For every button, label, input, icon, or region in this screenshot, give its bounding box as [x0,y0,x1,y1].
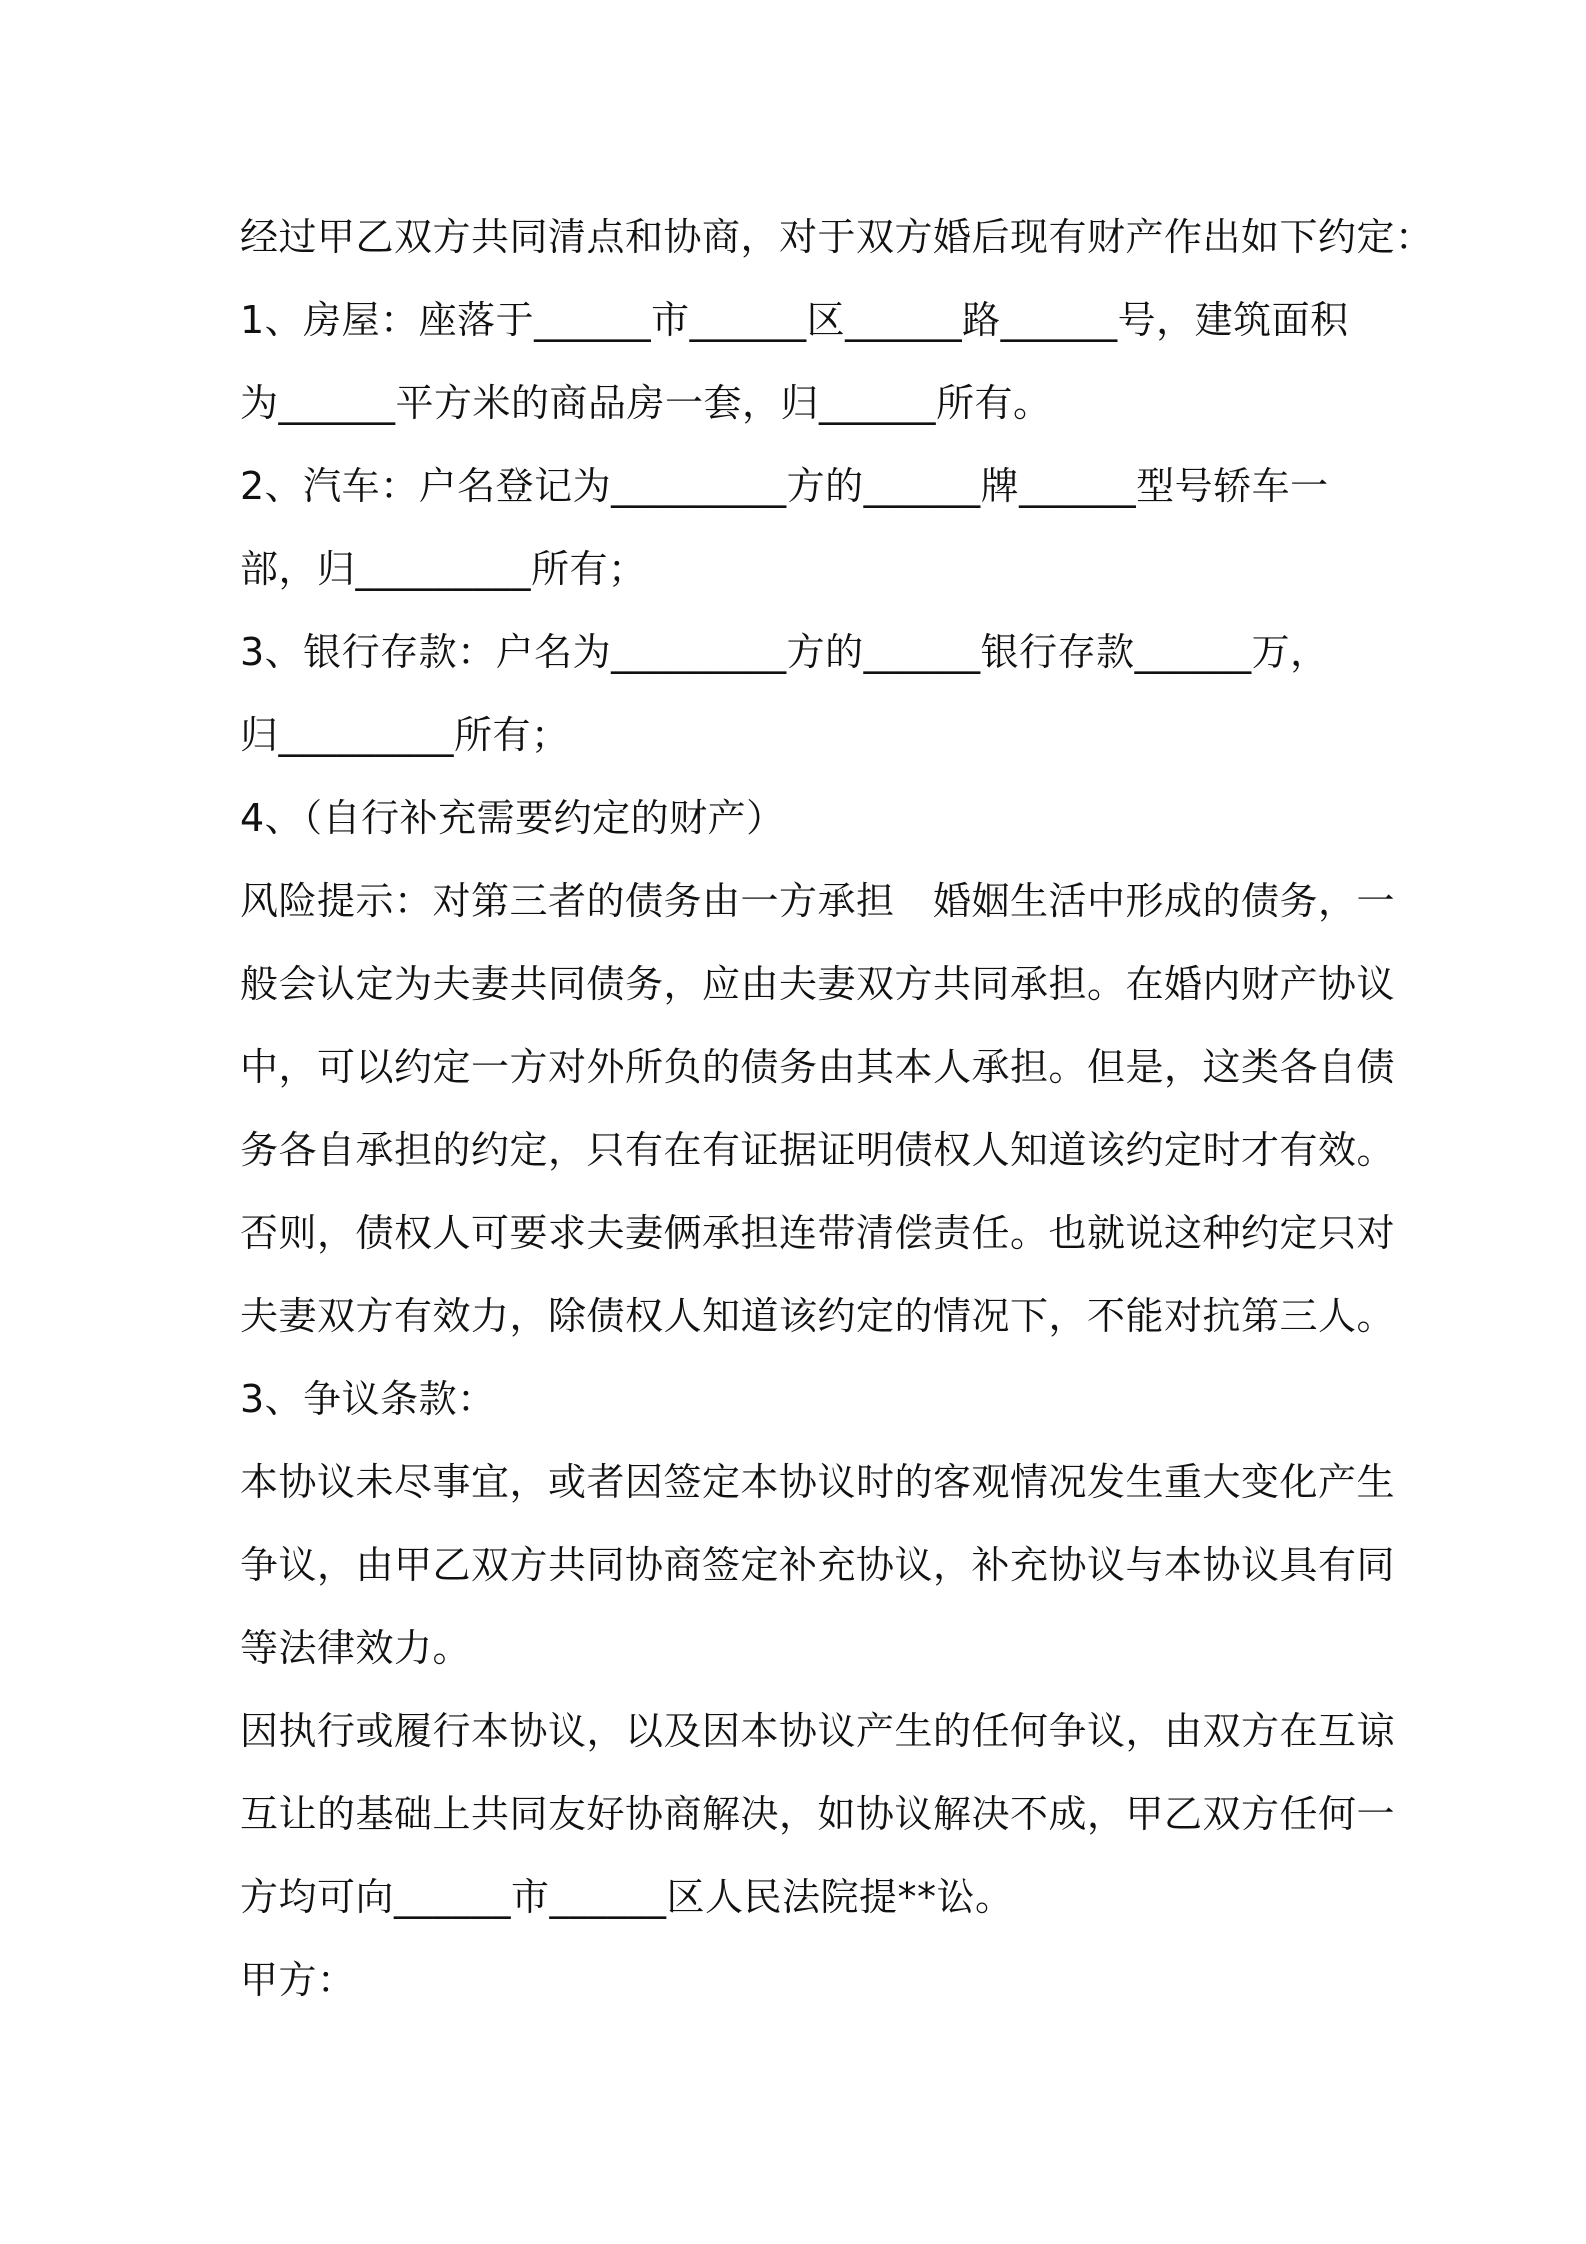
text-line-risk-4: 务各自承担的约定，只有在有证据证明债权人知道该约定时才有效。 [240,1128,1396,1172]
text-line-risk-3: 中，可以约定一方对外所负的债务由其本人承担。但是，这类各自债 [240,1045,1396,1089]
text-line-dispute-heading: 3、争议条款： [240,1377,496,1421]
text-line-deposit-2: 归_________所有； [240,713,570,757]
text-line-intro: 经过甲乙双方共同清点和协商，对于双方婚后现有财产作出如下约定： [240,215,1434,259]
text-line-dispute-4: 因执行或履行本协议，以及因本协议产生的任何争议，由双方在互谅 [240,1709,1396,1753]
text-line-dispute-6: 方均可向______市______区人民法院提**讼。 [240,1875,1014,1919]
text-line-car-2: 部，归_________所有； [240,547,647,591]
text-line-risk-1: 风险提示：对第三者的债务由一方承担 婚姻生活中形成的债务，一 [240,879,1396,923]
text-line-dispute-5: 互让的基础上共同友好协商解决，如协议解决不成，甲乙双方任何一 [240,1792,1396,1836]
text-line-dispute-2: 争议，由甲乙双方共同协商签定补充协议，补充协议与本协议具有同 [240,1543,1396,1587]
text-line-risk-5: 否则，债权人可要求夫妻俩承担连带清偿责任。也就说这种约定只对 [240,1211,1396,1255]
document-body [240,196,1434,2022]
text-line-car-1: 2、汽车：户名登记为_________方的______牌______型号轿车一 [240,464,1329,508]
text-line-house-1: 1、房屋：座落于______市______区______路______号，建筑面积 [240,298,1349,342]
text-line-party-a: 甲方： [240,1958,356,2002]
text-line-risk-6: 夫妻双方有效力，除债权人知道该约定的情况下，不能对抗第三人。 [240,1294,1396,1338]
text-line-house-2: 为______平方米的商品房一套，归______所有。 [240,381,1052,425]
text-line-dispute-3: 等法律效力。 [240,1626,472,1670]
text-line-other-property: 4、（自行补充需要约定的财产） [240,796,785,840]
text-line-dispute-1: 本协议未尽事宜，或者因签定本协议时的客观情况发生重大变化产生 [240,1460,1396,1504]
text-line-risk-2: 般会认定为夫妻共同债务，应由夫妻双方共同承担。在婚内财产协议 [240,962,1396,1006]
text-line-deposit-1: 3、银行存款：户名为_________方的______银行存款______万， [240,630,1329,674]
